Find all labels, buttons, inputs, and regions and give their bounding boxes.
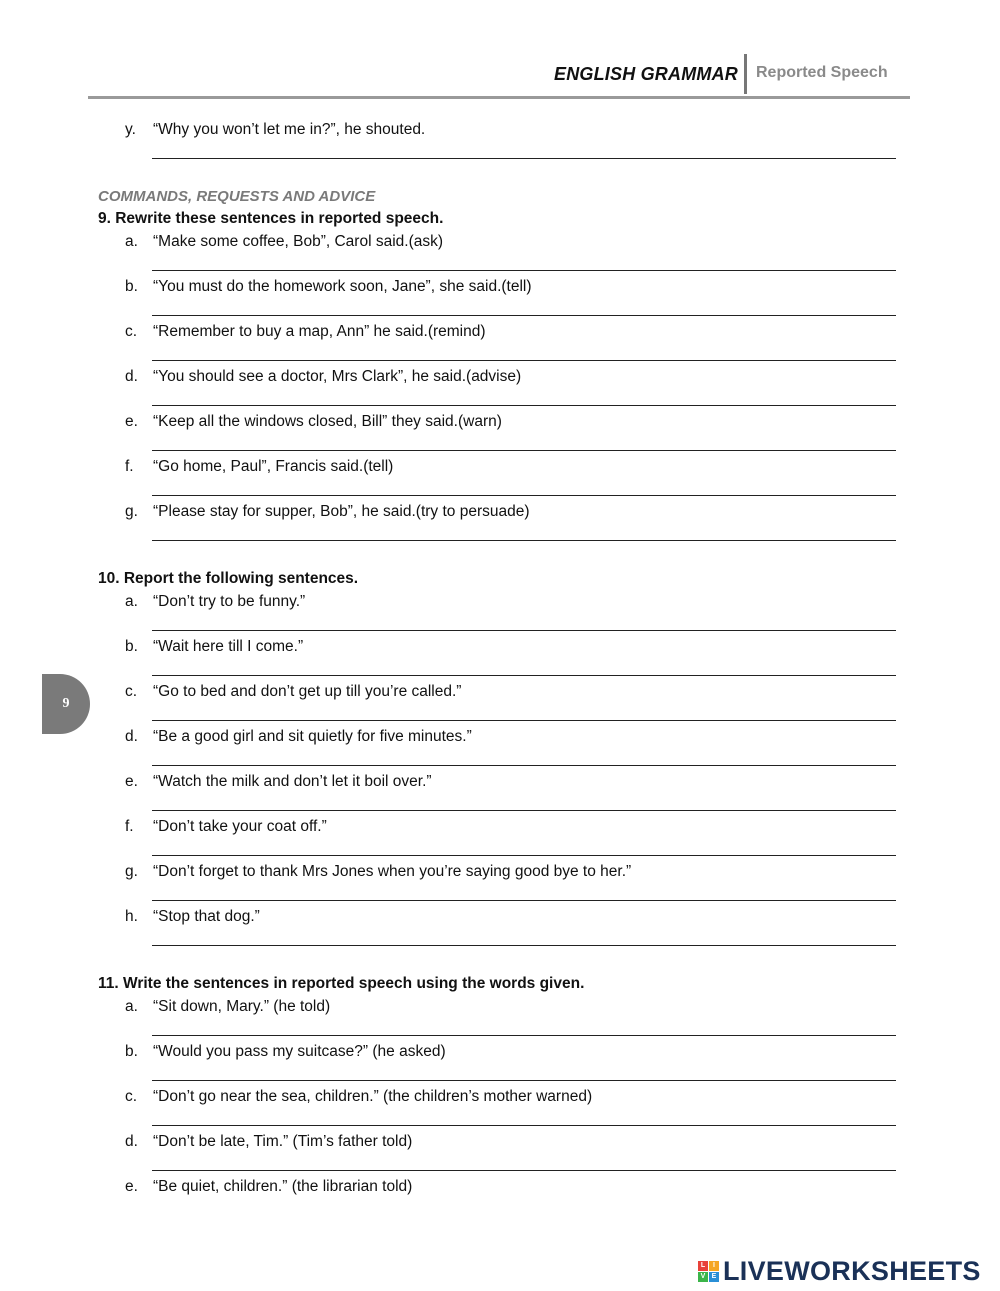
item-letter: d. xyxy=(125,1133,138,1150)
answer-line[interactable] xyxy=(152,675,896,676)
answer-line[interactable] xyxy=(152,900,896,901)
section-9-heading: 9. Rewrite these sentences in reported speech. xyxy=(98,210,444,227)
item-letter: b. xyxy=(125,278,138,295)
item-text: “Make some coffee, Bob”, Carol said.(ask) xyxy=(153,233,444,250)
item-text: “Be a good girl and sit quietly for five minutes.” xyxy=(153,728,472,745)
answer-line[interactable] xyxy=(152,158,896,159)
item-letter: g. xyxy=(125,503,138,520)
item-letter: a. xyxy=(125,593,138,610)
icon-tile-i: I xyxy=(709,1261,719,1271)
item-text: “Wait here till I come.” xyxy=(153,638,304,655)
header-divider xyxy=(744,54,747,94)
item-letter: e. xyxy=(125,413,138,430)
page-number: 9 xyxy=(62,696,70,711)
item-letter: b. xyxy=(125,1043,138,1060)
item-text: “Don’t try to be funny.” xyxy=(153,593,306,610)
item-letter: a. xyxy=(125,233,138,250)
item-letter: y. xyxy=(125,121,136,138)
item-text: “Why you won’t let me in?”, he shouted. xyxy=(153,121,426,138)
item-text: “Would you pass my suitcase?” (he asked) xyxy=(153,1043,446,1060)
answer-line[interactable] xyxy=(152,720,896,721)
item-letter: d. xyxy=(125,728,138,745)
answer-line[interactable] xyxy=(152,405,896,406)
liveworksheets-logo xyxy=(698,1254,981,1288)
item-text: “Go home, Paul”, Francis said.(tell) xyxy=(153,458,394,475)
item-letter: c. xyxy=(125,683,138,700)
answer-line[interactable] xyxy=(152,360,896,361)
page-header xyxy=(88,52,910,99)
icon-tile-l: L xyxy=(698,1261,708,1271)
item-text: “You must do the homework soon, Jane”, she said.(tell) xyxy=(153,278,532,295)
item-letter: d. xyxy=(125,368,138,385)
answer-line[interactable] xyxy=(152,945,896,946)
section-10-heading: 10. Report the following sentences. xyxy=(98,570,359,587)
item-text: “Stop that dog.” xyxy=(153,908,260,925)
section-11-heading: 11. Write the sentences in reported speech using the words given. xyxy=(98,975,585,992)
answer-line[interactable] xyxy=(152,540,896,541)
answer-line[interactable] xyxy=(152,630,896,631)
liveworksheets-icon xyxy=(698,1261,719,1282)
item-letter: e. xyxy=(125,1178,138,1195)
header-title: ENGLISH GRAMMAR xyxy=(554,64,738,84)
brand-name: LIVEWORKSHEETS xyxy=(723,1255,981,1286)
answer-line[interactable] xyxy=(152,450,896,451)
answer-line[interactable] xyxy=(152,495,896,496)
item-text: “Watch the milk and don’t let it boil over.” xyxy=(153,773,432,790)
answer-line[interactable] xyxy=(152,1035,896,1036)
item-text: “Don’t go near the sea, children.” (the children’s mother warned) xyxy=(153,1088,593,1105)
item-letter: f. xyxy=(125,458,134,475)
item-text: “You should see a doctor, Mrs Clark”, he said.(advise) xyxy=(153,368,522,385)
item-text: “Go to bed and don’t get up till you’re called.” xyxy=(153,683,462,700)
item-letter: a. xyxy=(125,998,138,1015)
page-number-tab xyxy=(42,674,90,734)
item-letter: b. xyxy=(125,638,138,655)
item-text: “Keep all the windows closed, Bill” they said.(warn) xyxy=(153,413,502,430)
item-letter: f. xyxy=(125,818,134,835)
item-text: “Remember to buy a map, Ann” he said.(remind) xyxy=(153,323,486,340)
item-text: “Be quiet, children.” (the librarian told) xyxy=(153,1178,413,1195)
item-letter: e. xyxy=(125,773,138,790)
answer-line[interactable] xyxy=(152,855,896,856)
item-letter: c. xyxy=(125,323,138,340)
item-text: “Don’t be late, Tim.” (Tim’s father told) xyxy=(153,1133,413,1150)
answer-line[interactable] xyxy=(152,810,896,811)
answer-line[interactable] xyxy=(152,765,896,766)
answer-line[interactable] xyxy=(152,1125,896,1126)
answer-line[interactable] xyxy=(152,270,896,271)
item-text: “Don’t take your coat off.” xyxy=(153,818,327,835)
icon-tile-v: V xyxy=(698,1272,708,1282)
answer-line[interactable] xyxy=(152,315,896,316)
item-letter: g. xyxy=(125,863,138,880)
category-heading: COMMANDS, REQUESTS AND ADVICE xyxy=(98,188,376,205)
item-text: “Don’t forget to thank Mrs Jones when you’re saying good bye to her.” xyxy=(153,863,632,880)
header-subtitle: Reported Speech xyxy=(756,64,888,81)
item-text: “Please stay for supper, Bob”, he said.(try to persuade) xyxy=(153,503,530,520)
answer-line[interactable] xyxy=(152,1080,896,1081)
item-letter: h. xyxy=(125,908,138,925)
icon-tile-e: E xyxy=(709,1272,719,1282)
answer-line[interactable] xyxy=(152,1170,896,1171)
item-letter: c. xyxy=(125,1088,138,1105)
item-text: “Sit down, Mary.” (he told) xyxy=(153,998,331,1015)
